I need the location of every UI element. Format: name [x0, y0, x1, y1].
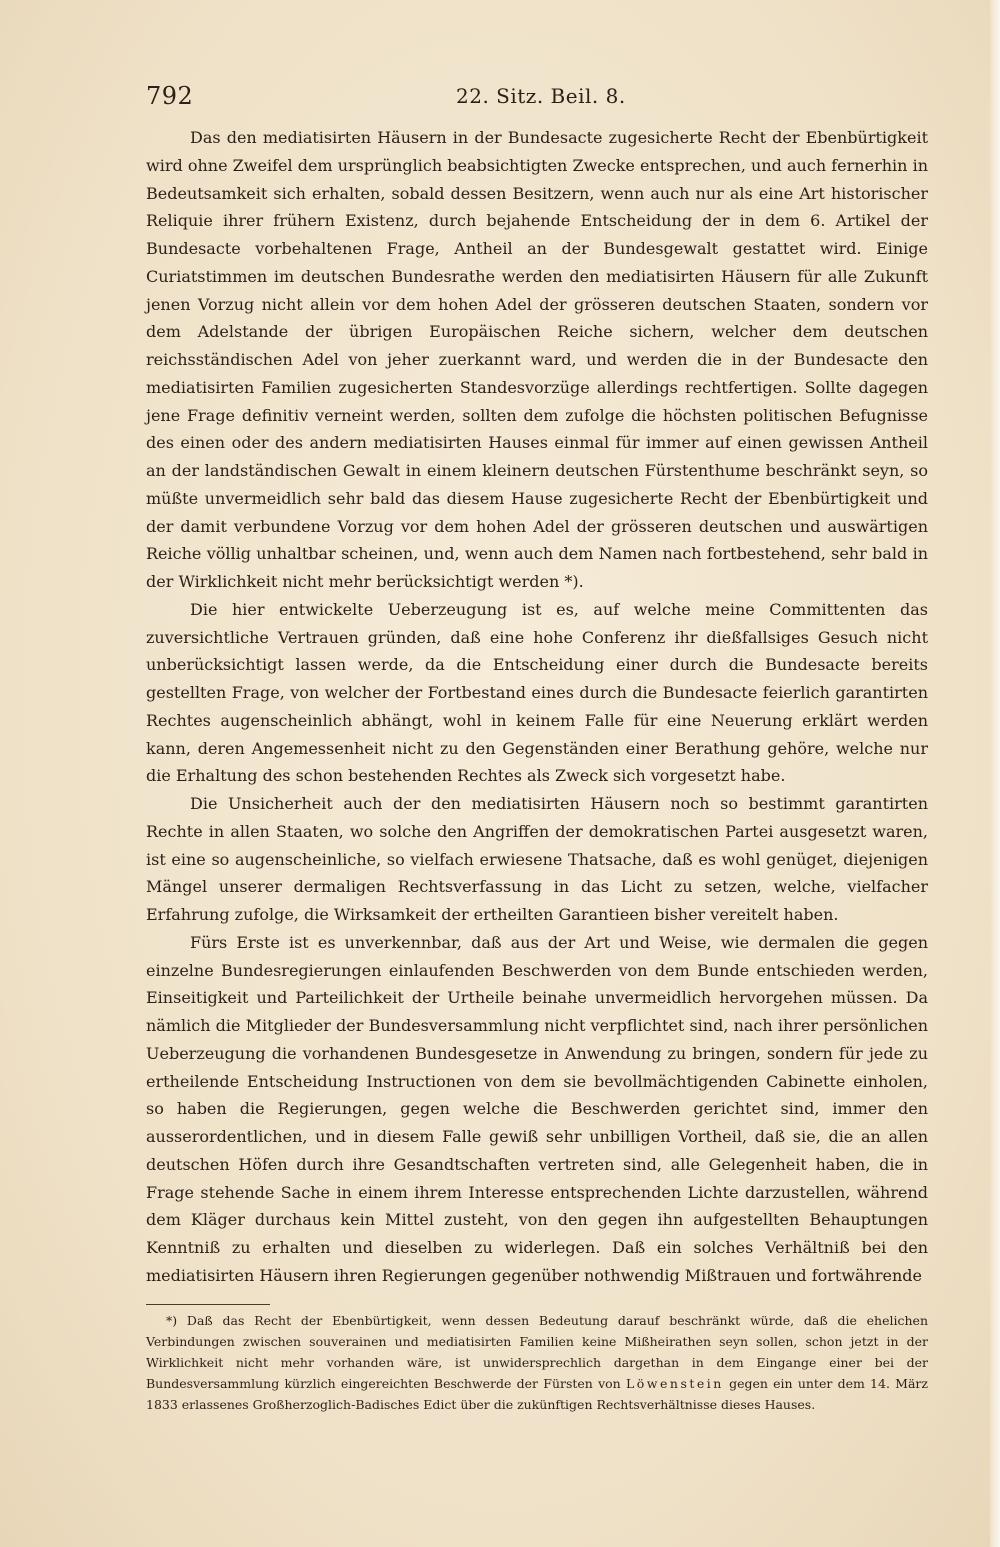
running-head: 22. Sitz. Beil. 8.	[456, 84, 626, 108]
footnote-text-before: *) Daß das Recht der Ebenbürtigkeit, wenn dessen Bedeutung darauf beschränkt würde, daß die ehelichen Verbindungen zwischen souverainen und mediatisirten Familien keine Mißheirathen seyn sollen, schon jetzt in der Wirklichkeit nicht mehr vorhanden wäre, ist unwidersprechlich dargethan in dem Eingange einer bei der Bundesversammlung kürzlich eingereichten Beschwerde der Fürsten von	[146, 1313, 928, 1391]
main-text	[146, 124, 928, 1290]
page-edge	[990, 0, 1000, 1547]
paragraph-4: Fürs Erste ist es unverkennbar, daß aus der Art und Weise, wie dermalen die gegen einzelne Bundesregierungen einlaufenden Beschwerden von dem Bunde entschieden werden, Einseitigkeit und Parteilichkeit der Urtheile beinahe unvermeidlich hervorgehen müssen. Da nämlich die Mitglieder der Bundesversammlung nicht verpflichtet sind, nach ihrer persönlichen Ueberzeugung die vorhandenen Bundesgesetze in Anwendung zu bringen, sondern für jede zu ertheilende Entscheidung Instructionen von dem sie bevollmächtigenden Cabinette einholen, so haben die Regierungen, gegen welche die Beschwerden gerichtet sind, immer den ausserordentlichen, und in diesem Falle gewiß sehr unbilligen Vortheil, daß sie, die an allen deutschen Höfen durch ihre Gesandtschaften vertreten sind, alle Gelegenheit haben, die in Frage stehende Sache in einem ihrem Interesse entsprechenden Lichte darzustellen, während dem Kläger durchaus kein Mittel zusteht, von den gegen ihn aufgestellten Behauptungen Kenntniß zu erhalten und dieselben zu widerlegen. Daß ein solches Verhältniß bei den mediatisirten Häusern ihren Regierungen gegenüber nothwendig Mißtrauen und fortwährende	[146, 932, 928, 1285]
footnote	[146, 1310, 928, 1415]
paragraph-3: Die Unsicherheit auch der den mediatisirten Häusern noch so bestimmt garantirten Rechte in allen Staaten, wo solche den Angriffen der demokratischen Partei ausgesetzt waren, ist eine so augenscheinliche, so vielfach erwiesene Thatsache, daß es wohl genüget, diejenigen Mängel unserer dermaligen Rechtsverfassung in das Licht zu setzen, welche, vielfacher Erfahrung zufolge, die Wirksamkeit der ertheilten Garantieen bisher vereitelt haben.	[146, 794, 928, 924]
page-header	[146, 80, 926, 116]
footnote-text	[146, 1310, 928, 1415]
footnote-name-lowenstein: Löwenstein	[625, 1376, 724, 1391]
page-number: 792	[146, 82, 194, 110]
footnote-rule	[146, 1304, 270, 1305]
paragraph-2: Die hier entwickelte Ueberzeugung ist es, auf welche meine Committenten das zuversichtliche Vertrauen gründen, daß eine hohe Conferenz ihr dießfallsiges Gesuch nicht unberücksichtigt lassen werde, da die Entscheidung einer durch die Bundesacte bereits gestellten Frage, von welcher der Fortbestand eines durch die Bundesacte feierlich garantirten Rechtes augenscheinlich abhängt, wohl in keinem Falle für eine Neuerung erklärt werden kann, deren Angemessenheit nicht zu den Gegenständen einer Berathung gehöre, welche nur die Erhaltung des schon bestehenden Rechtes als Zweck sich vorgesetzt habe.	[146, 599, 928, 786]
footnote-text-after: gegen ein unter dem 14. März 1833 erlassenes Großherzoglich-Badisches Edict über die zukünftigen Rechtsverhältnisse dieses Hauses.	[146, 1376, 928, 1412]
paragraph-1: Das den mediatisirten Häusern in der Bundesacte zugesicherte Recht der Ebenbürtigkeit wird ohne Zweifel dem ursprünglich beabsichtigten Zwecke entsprechen, und auch fernerhin in Bedeutsamkeit sich erhalten, sobald dessen Besitzern, wenn auch nur als eine Art historischer Reliquie ihrer frühern Existenz, durch bejahende Entscheidung der in dem 6. Artikel der Bundesacte vorbehaltenen Frage, Antheil an der Bundesgewalt gestattet wird. Einige Curiatstimmen im deutschen Bundesrathe werden den mediatisirten Häusern für alle Zukunft jenen Vorzug nicht allein vor dem hohen Adel der grösseren deutschen Staaten, sondern vor dem Adelstande der übrigen Europäischen Reiche sichern, welcher dem deutschen reichsständischen Adel von jeher zuerkannt ward, und werden die in der Bundesacte den mediatisirten Familien zugesicherten Standesvorzüge allerdings rechtfertigen. Sollte dagegen jene Frage definitiv verneint werden, sollten dem zufolge die höchsten politischen Befugnisse des einen oder des andern mediatisirten Hauses einmal für immer auf einen gewissen Antheil an der landständischen Gewalt in einem kleinern deutschen Fürstenthume beschränkt seyn, so müßte unvermeidlich sehr bald das diesem Hause zugesicherte Recht der Ebenbürtigkeit und der damit verbundene Vorzug vor dem hohen Adel der grösseren deutschen und auswärtigen Reiche völlig unhaltbar scheinen, und, wenn auch dem Namen nach fortbestehend, sehr bald in der Wirklichkeit nicht mehr berücksichtigt werden *).	[146, 128, 928, 591]
